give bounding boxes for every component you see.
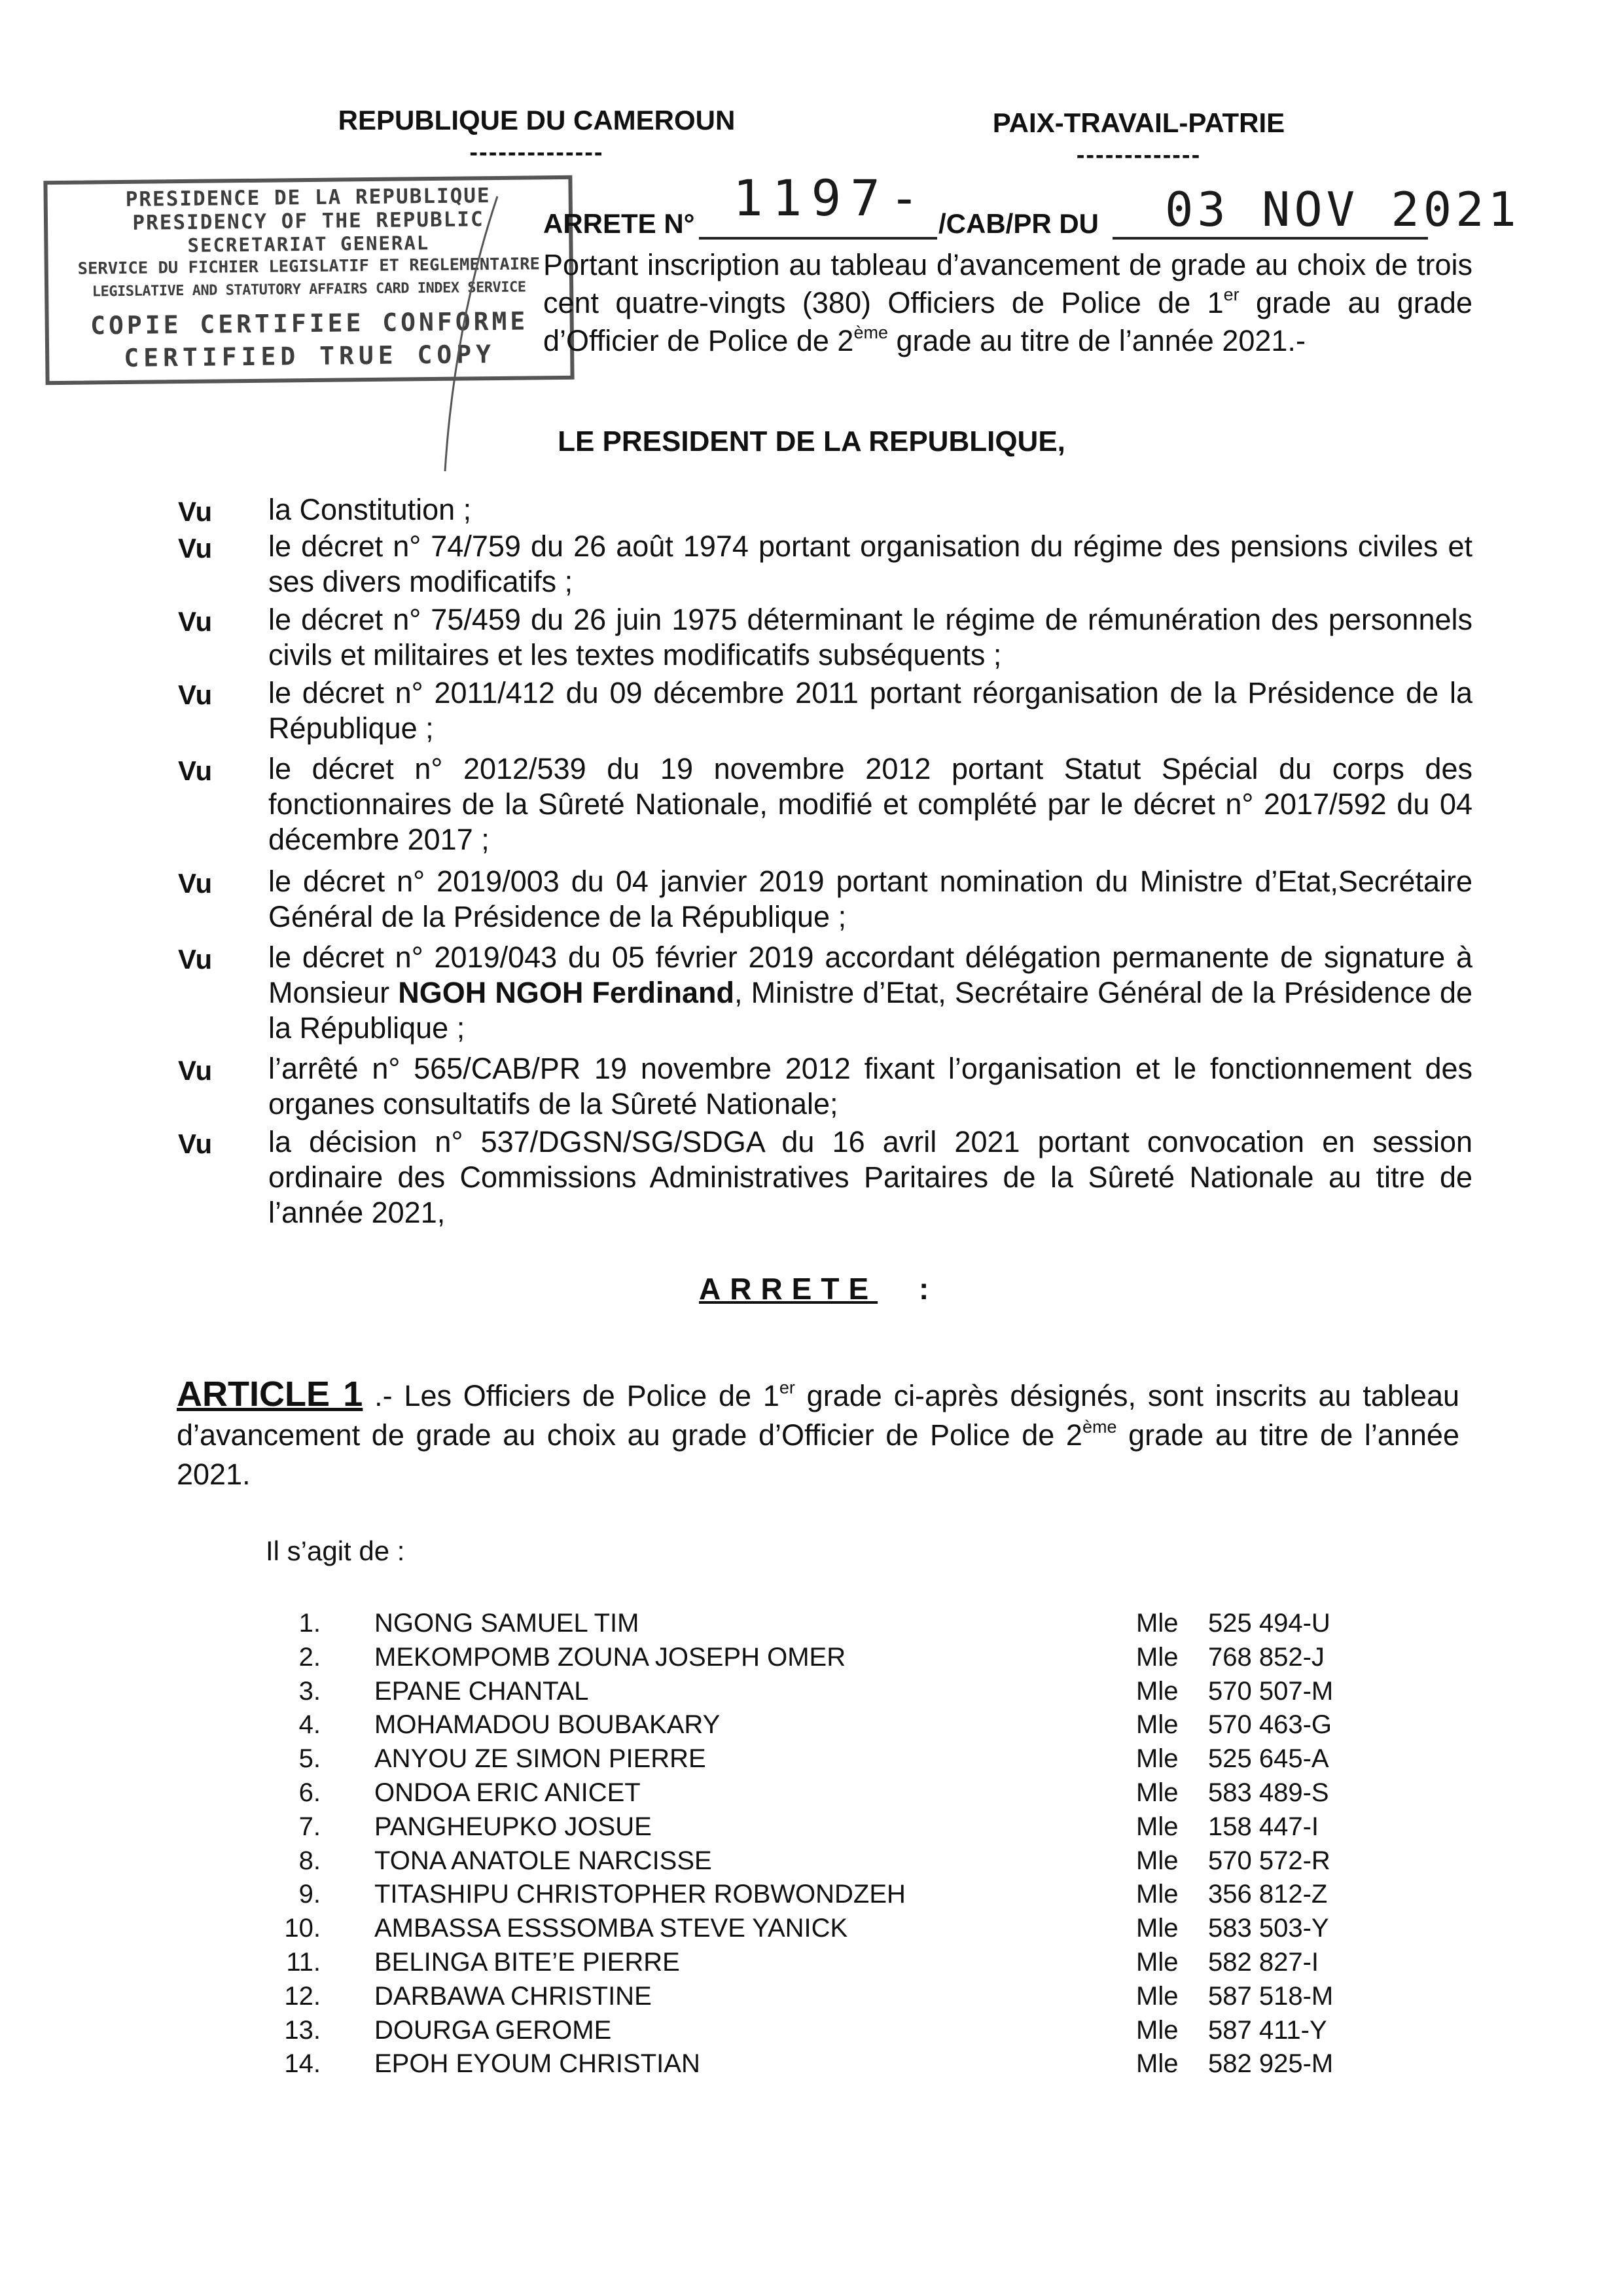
- officer-number: 7.: [298, 1812, 321, 1841]
- list-intro: Il s’agit de :: [266, 1535, 405, 1566]
- visa-text: le décret n° 74/759 du 26 août 1974 portant organisation du régime des pensions civiles et ses divers modificatifs ;: [268, 529, 1472, 598]
- matricule: 158 447-I: [1208, 1812, 1319, 1841]
- stamp-line: SECRETARIAT GENERAL: [187, 232, 430, 257]
- article-1-text: .- Les Officiers de Police de 1: [363, 1379, 779, 1412]
- stamp-line: PRESIDENCY OF THE REPUBLIC: [132, 207, 484, 235]
- matricule: 582 827-I: [1208, 1948, 1319, 1977]
- visa-label: Vu: [178, 1128, 213, 1159]
- matricule: 768 852-J: [1208, 1643, 1325, 1672]
- officer-name: MEKOMPOMB ZOUNA JOSEPH OMER: [374, 1643, 846, 1672]
- officer-row: [0, 1948, 1623, 1982]
- officer-row: [0, 1643, 1623, 1677]
- arrete-cab-label: /CAB/PR DU: [938, 208, 1099, 239]
- subject-text: grade au grade d’Officier de Police de 2: [543, 286, 1472, 357]
- visa-label: Vu: [178, 606, 213, 637]
- matricule-prefix: Mle: [1136, 1914, 1179, 1943]
- officer-number: 12.: [284, 1982, 321, 2011]
- matricule: 525 645-A: [1208, 1744, 1329, 1773]
- matricule-prefix: Mle: [1136, 1948, 1179, 1977]
- officer-number: 8.: [298, 1846, 321, 1875]
- certified-copy-stamp: [43, 175, 574, 385]
- officer-row: [0, 1982, 1623, 2016]
- matricule-prefix: Mle: [1136, 1880, 1179, 1909]
- article-1: [177, 1374, 1459, 1494]
- officer-row: [0, 1846, 1623, 1880]
- officer-number: 13.: [284, 2016, 321, 2045]
- visa-text: la décision n° 537/DGSN/SG/SDGA du 16 avril 2021 portant convocation en session ordinaire des Commissions Administratives Paritaires de la Sûreté Nationale au titre de l’année 2021,: [268, 1125, 1472, 1229]
- officer-name: ONDOA ERIC ANICET: [374, 1778, 641, 1807]
- officer-row: [0, 1677, 1623, 1711]
- matricule: 582 925-M: [1208, 2049, 1334, 2078]
- officer-number: 14.: [284, 2049, 321, 2078]
- matricule-prefix: Mle: [1136, 1677, 1179, 1706]
- officer-name: DOURGA GEROME: [374, 2016, 612, 2045]
- matricule-prefix: Mle: [1136, 1778, 1179, 1807]
- visa-text-part: le décret n° 2019/043 du 05 février 2019 accordant délégation permanente de signature à Monsieur: [268, 941, 1472, 1009]
- officer-row: [0, 1914, 1623, 1948]
- president-heading: LE PRESIDENT DE LA REPUBLIQUE,: [558, 425, 1065, 457]
- visa-label: Vu: [178, 533, 213, 564]
- stamp-line: CERTIFIED TRUE COPY: [124, 340, 496, 372]
- matricule: 583 503-Y: [1208, 1914, 1329, 1943]
- officer-name: EPANE CHANTAL: [374, 1677, 589, 1706]
- header-left-title: REPUBLIQUE DU CAMEROUN: [338, 105, 736, 135]
- matricule: 570 572-R: [1208, 1846, 1330, 1875]
- officer-row: [0, 1744, 1623, 1778]
- visa-text-part: , Ministre d’Etat, Secrétaire Général de la Présidence de la République ;: [268, 976, 1473, 1045]
- officer-number: 3.: [298, 1677, 321, 1706]
- visa-text: le décret n° 2012/539 du 19 novembre 2012 portant Statut Spécial du corps des fonctionnaires de la Sûreté Nationale, modifié et complété par le décret n° 2017/592 du 04 décembre 2017 ;: [268, 752, 1472, 856]
- officer-row: [0, 1812, 1623, 1846]
- arrete-number-label: ARRETE N°: [543, 208, 695, 239]
- article-1-label: ARTICLE 1: [177, 1374, 363, 1414]
- visa-label: Vu: [178, 1055, 213, 1086]
- officer-number: 6.: [298, 1778, 321, 1807]
- matricule: 525 494-U: [1208, 1609, 1330, 1638]
- matricule: 570 507-M: [1208, 1677, 1334, 1706]
- matricule-prefix: Mle: [1136, 2016, 1179, 2045]
- matricule: 356 812-Z: [1208, 1880, 1328, 1909]
- subject-sup: ème: [853, 323, 888, 343]
- officer-name: TONA ANATOLE NARCISSE: [374, 1846, 712, 1875]
- visa-text: le décret n° 2011/412 du 09 décembre 2011 portant réorganisation de la Présidence de la République ;: [268, 676, 1472, 745]
- officer-name: TITASHIPU CHRISTOPHER ROBWONDZEH: [374, 1880, 906, 1909]
- article-1-sup: ème: [1082, 1417, 1117, 1437]
- header-right-dashes: -------------: [1076, 141, 1202, 169]
- matricule: 570 463-G: [1208, 1710, 1332, 1739]
- officer-name: NGONG SAMUEL TIM: [374, 1609, 639, 1638]
- matricule-prefix: Mle: [1136, 1982, 1179, 2011]
- officer-name: DARBAWA CHRISTINE: [374, 1982, 652, 2011]
- officer-name: AMBASSA ESSSOMBA STEVE YANICK: [374, 1914, 848, 1943]
- stamp-line: LEGISLATIVE AND STATUTORY AFFAIRS CARD INDEX SERVICE: [92, 279, 526, 300]
- visa-text: [268, 940, 1472, 1046]
- officer-number: 1.: [298, 1609, 321, 1638]
- matricule-prefix: Mle: [1136, 1744, 1179, 1773]
- arrete-number-handwritten: 1197-: [733, 169, 929, 227]
- arrete-heading: ARRETE: [699, 1272, 878, 1306]
- officer-number: 5.: [298, 1744, 321, 1773]
- matricule-prefix: Mle: [1136, 2049, 1179, 2078]
- matricule-prefix: Mle: [1136, 1643, 1179, 1672]
- matricule: 583 489-S: [1208, 1778, 1329, 1807]
- signatory-name: NGOH NGOH Ferdinand: [398, 976, 734, 1009]
- subject-text: grade au titre de l’année 2021.-: [887, 324, 1306, 357]
- arrete-subject: [543, 246, 1472, 360]
- visa-text: l’arrêté n° 565/CAB/PR 19 novembre 2012 fixant l’organisation et le fonctionnement des organes consultatifs de la Sûreté Nationale;: [268, 1052, 1472, 1121]
- visa-label: Vu: [178, 496, 213, 527]
- visa-label: Vu: [178, 868, 213, 899]
- visa-label: Vu: [178, 755, 213, 786]
- subject-text: Portant inscription au tableau d’avancement de grade au choix de trois cent quatre-vingts (380) Officiers de Police de 1: [543, 248, 1472, 319]
- arrete-date-handwritten: 03 NOV 2021: [1165, 182, 1520, 237]
- matricule: 587 518-M: [1208, 1982, 1334, 2011]
- officer-row: [0, 1778, 1623, 1812]
- officer-number: 2.: [298, 1643, 321, 1672]
- visa-label: Vu: [178, 679, 213, 710]
- header-left-dashes: --------------: [469, 139, 604, 166]
- visa-text: le décret n° 75/459 du 26 juin 1975 déterminant le régime de rémunération des personnels civils et militaires et les textes modificatifs subséquents ;: [268, 603, 1472, 672]
- officer-number: 10.: [284, 1914, 321, 1943]
- matricule: 587 411-Y: [1208, 2016, 1327, 2045]
- officer-row: [0, 1880, 1623, 1914]
- officer-row: [0, 1609, 1623, 1643]
- matricule-prefix: Mle: [1136, 1846, 1179, 1875]
- article-1-text: grade ci-après désignés, sont inscrits au tableau d’avancement de grade au choix au grade d’Officier de Police de 2: [177, 1379, 1459, 1452]
- officer-name: MOHAMADOU BOUBAKARY: [374, 1710, 721, 1739]
- officer-row: [0, 1710, 1623, 1744]
- visa-text: la Constitution ;: [268, 493, 472, 526]
- matricule-prefix: Mle: [1136, 1710, 1179, 1739]
- visa-text: le décret n° 2019/003 du 04 janvier 2019 portant nomination du Ministre d’Etat,Secrétaire Général de la Présidence de la République ;: [268, 865, 1472, 933]
- article-1-sup: er: [779, 1378, 795, 1398]
- stamp-line: PRESIDENCE DE LA REPUBLIQUE: [125, 184, 491, 211]
- officer-name: ANYOU ZE SIMON PIERRE: [374, 1744, 706, 1773]
- officer-number: 4.: [298, 1710, 321, 1739]
- article-1-text: grade au titre de l’année 2021.: [177, 1418, 1459, 1491]
- officer-row: [0, 2049, 1623, 2083]
- matricule-prefix: Mle: [1136, 1609, 1179, 1638]
- header-right-title: PAIX-TRAVAIL-PATRIE: [992, 107, 1285, 138]
- officer-name: PANGHEUPKO JOSUE: [374, 1812, 652, 1841]
- officer-number: 9.: [298, 1880, 321, 1909]
- stamp-line: COPIE CERTIFIEE CONFORME: [90, 306, 529, 340]
- officer-number: 11.: [286, 1948, 321, 1977]
- visa-label: Vu: [178, 944, 213, 975]
- officer-name: EPOH EYOUM CHRISTIAN: [374, 2049, 700, 2078]
- officer-row: [0, 2016, 1623, 2050]
- stamp-line: SERVICE DU FICHIER LEGISLATIF ET REGLEMENTAIRE: [77, 254, 541, 278]
- subject-sup: er: [1223, 285, 1240, 305]
- officer-name: BELINGA BITE’E PIERRE: [374, 1948, 680, 1977]
- matricule-prefix: Mle: [1136, 1812, 1179, 1841]
- arrete-heading-colon: :: [919, 1272, 929, 1306]
